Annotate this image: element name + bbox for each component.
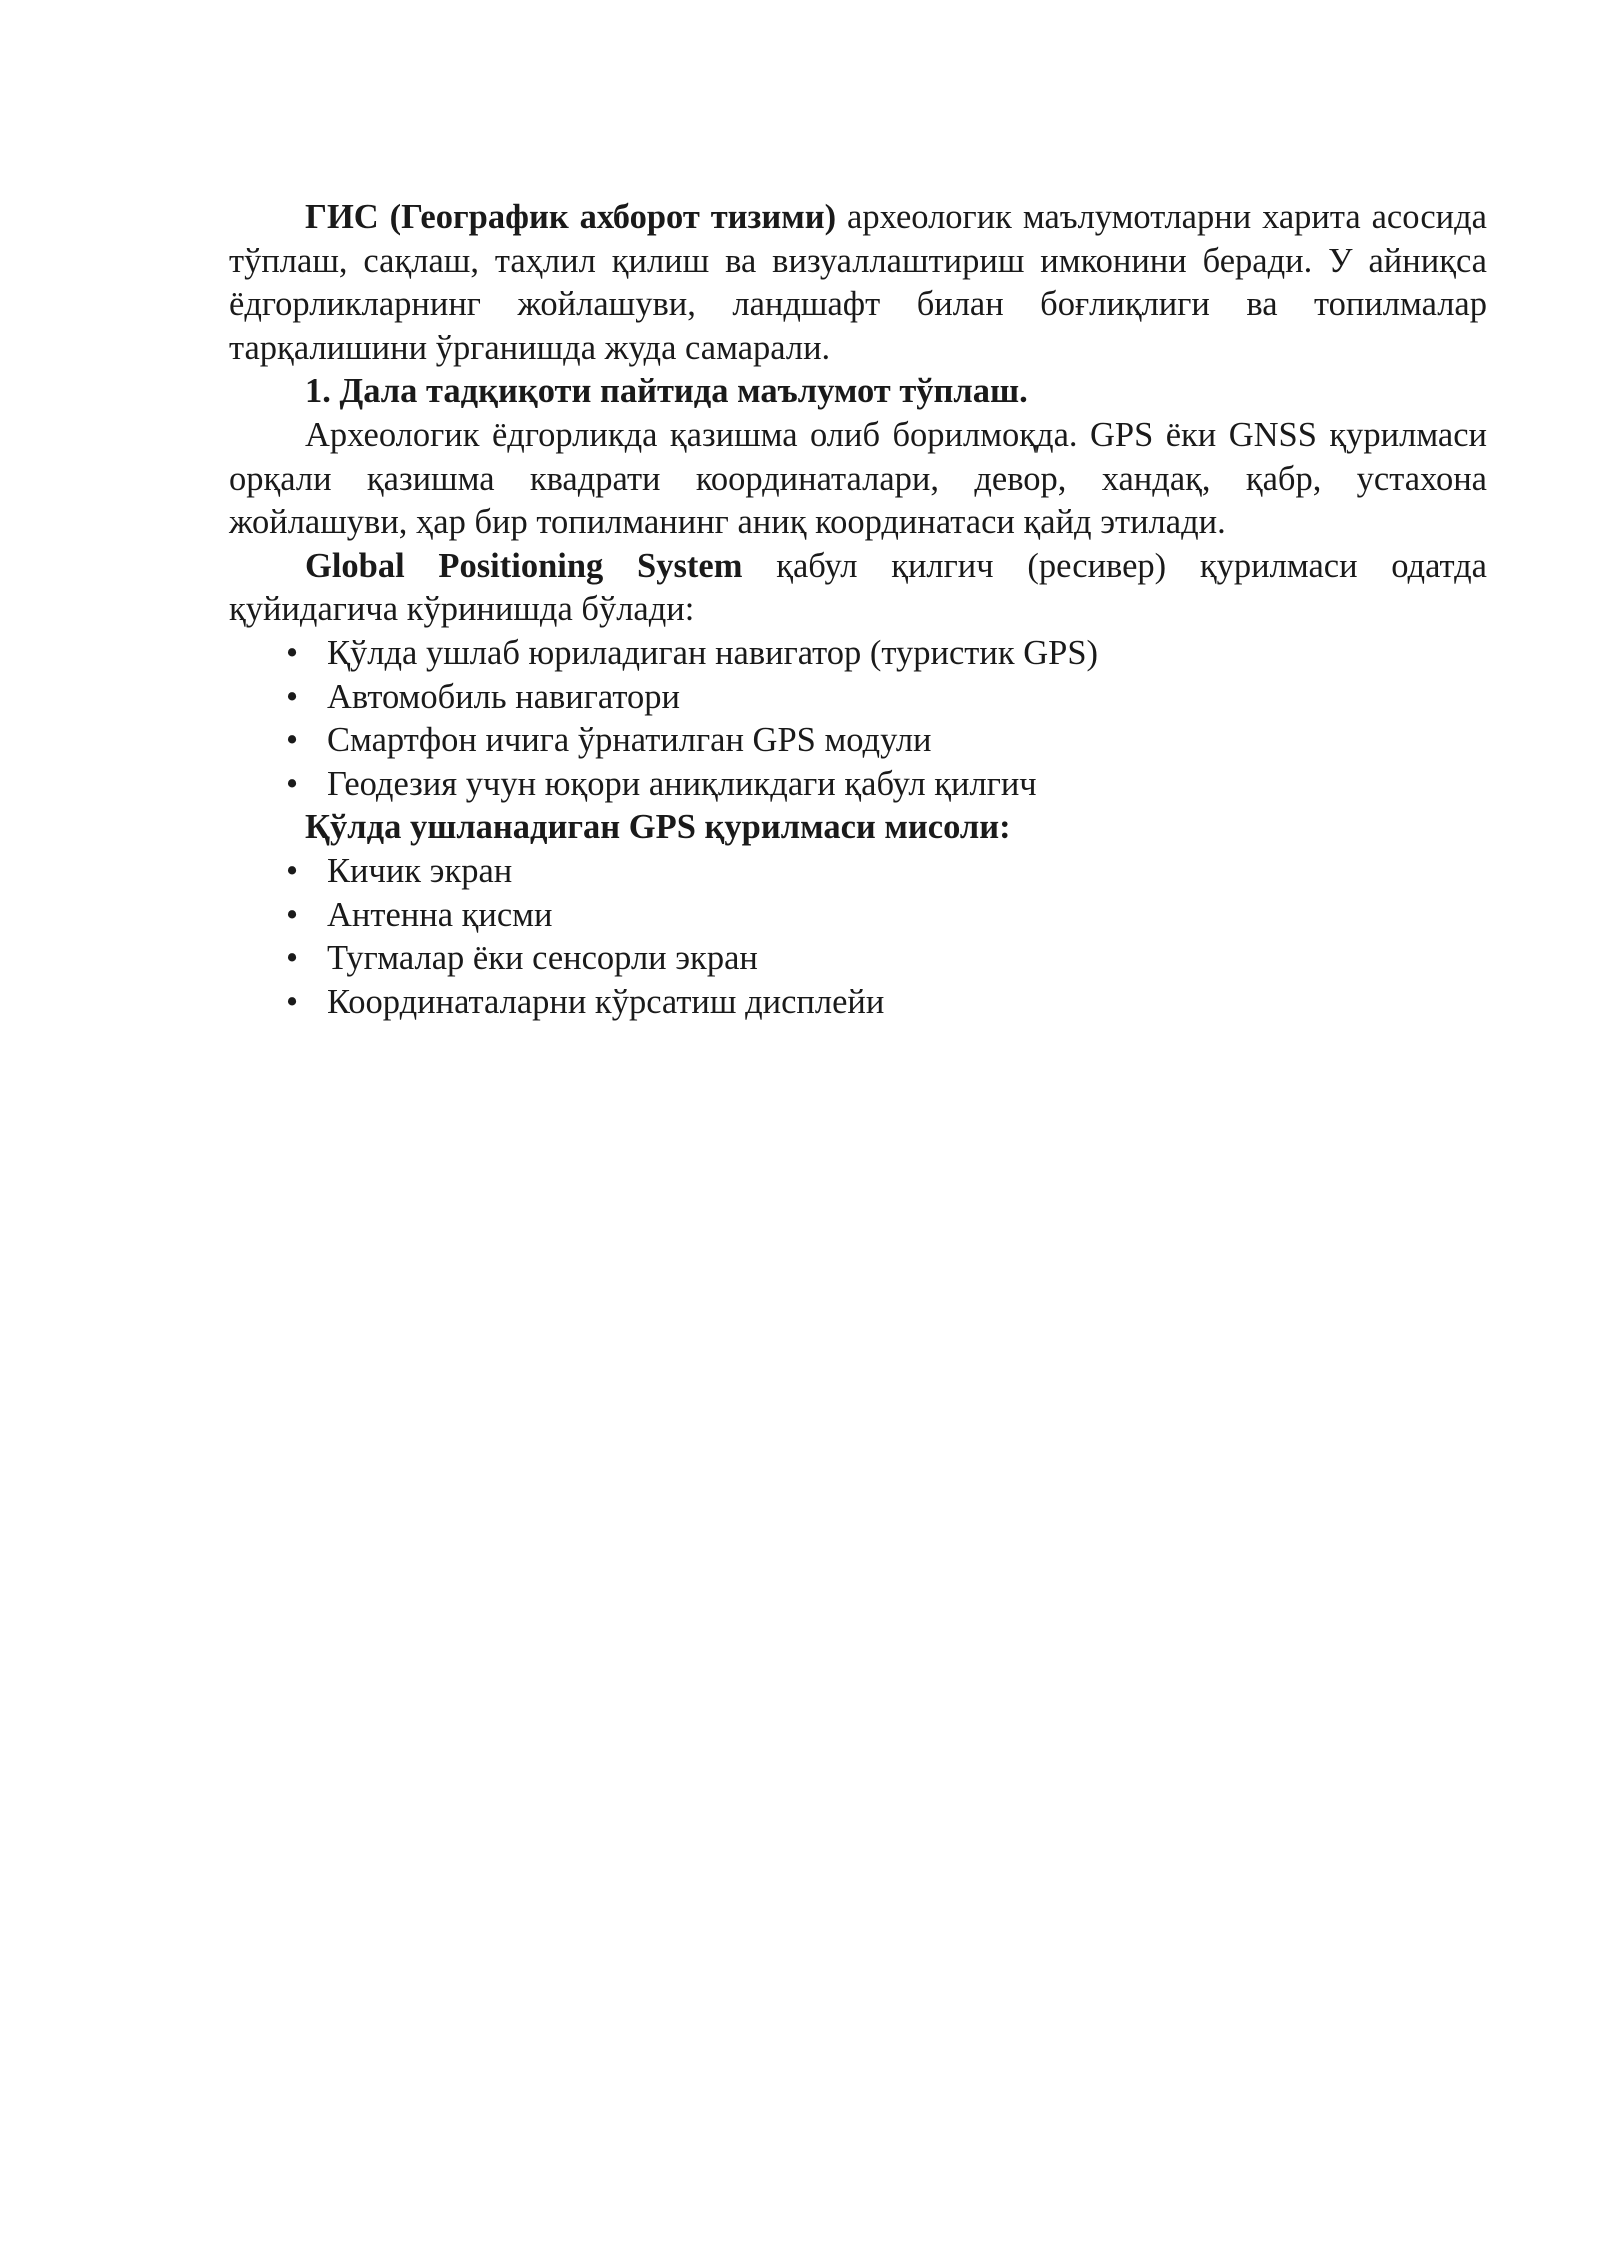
section-1-heading: 1. Дала тадқиқоти пайтида маълумот тўплаш. [305, 372, 1028, 411]
bullet-icon: • [285, 764, 299, 803]
gps-text: қабул қилгич (ресивер) қурилмаси одатда қуйидагича кўринишда бўлади: [229, 546, 1487, 629]
document-page [229, 196, 1487, 1024]
list-item [229, 850, 1487, 894]
bullet-icon: • [285, 939, 299, 978]
intro-paragraph [229, 196, 1487, 370]
list-item-text: Смартфон ичига ўрнатилган GPS модули [327, 721, 932, 760]
bullet-icon: • [285, 721, 299, 760]
intro-text: археологик маълумотларни харита асосида тўплаш, сақлаш, таҳлил қилиш ва визуаллаштириш имконини беради. У айниқса ёдгорликларнинг жойлашуви, ландшафт билан боғлиқлиги ва топилмалар тарқалишини ўрганишда жуда самарали. [229, 198, 1487, 367]
section-1-paragraph: Археологик ёдгорликда қазишма олиб борилмоқда. GPS ёки GNSS қурилмаси орқали қазишма квадрати координаталари, девор, хандақ, қабр, устахона жойлашуви, ҳар бир топилманинг аниқ координатаси қайд этилади. [229, 415, 1487, 542]
bullet-icon: • [285, 982, 299, 1021]
bullet-icon: • [285, 677, 299, 716]
list-item-text: Геодезия учун юқори аниқликдаги қабул қилгич [327, 764, 1037, 803]
gps-bold-lead: Global Positioning System [305, 546, 743, 585]
bullet-icon: • [285, 895, 299, 934]
list-item-text: Антенна қисми [327, 895, 553, 934]
handheld-features-list [229, 850, 1487, 1024]
handheld-heading: Қўлда ушланадиган GPS қурилмаси мисоли: [305, 808, 1011, 847]
intro-bold-lead: ГИС (Географик ахборот тизими) [305, 198, 837, 236]
bullet-icon: • [285, 851, 299, 890]
list-item-text: Тугмалар ёки сенсорли экран [327, 939, 758, 978]
receiver-types-list [229, 632, 1487, 806]
list-item-text: Автомобиль навигатори [327, 677, 680, 716]
list-item [229, 981, 1487, 1025]
list-item [229, 632, 1487, 676]
gps-paragraph [229, 545, 1487, 632]
list-item [229, 676, 1487, 720]
list-item [229, 894, 1487, 938]
list-item-text: Қўлда ушлаб юриладиган навигатор (туристик GPS) [327, 633, 1099, 672]
list-item-text: Координаталарни кўрсатиш дисплейи [327, 982, 885, 1021]
list-item [229, 763, 1487, 807]
bullet-icon: • [285, 633, 299, 672]
list-item [229, 937, 1487, 981]
list-item [229, 719, 1487, 763]
list-item-text: Кичик экран [327, 851, 513, 890]
